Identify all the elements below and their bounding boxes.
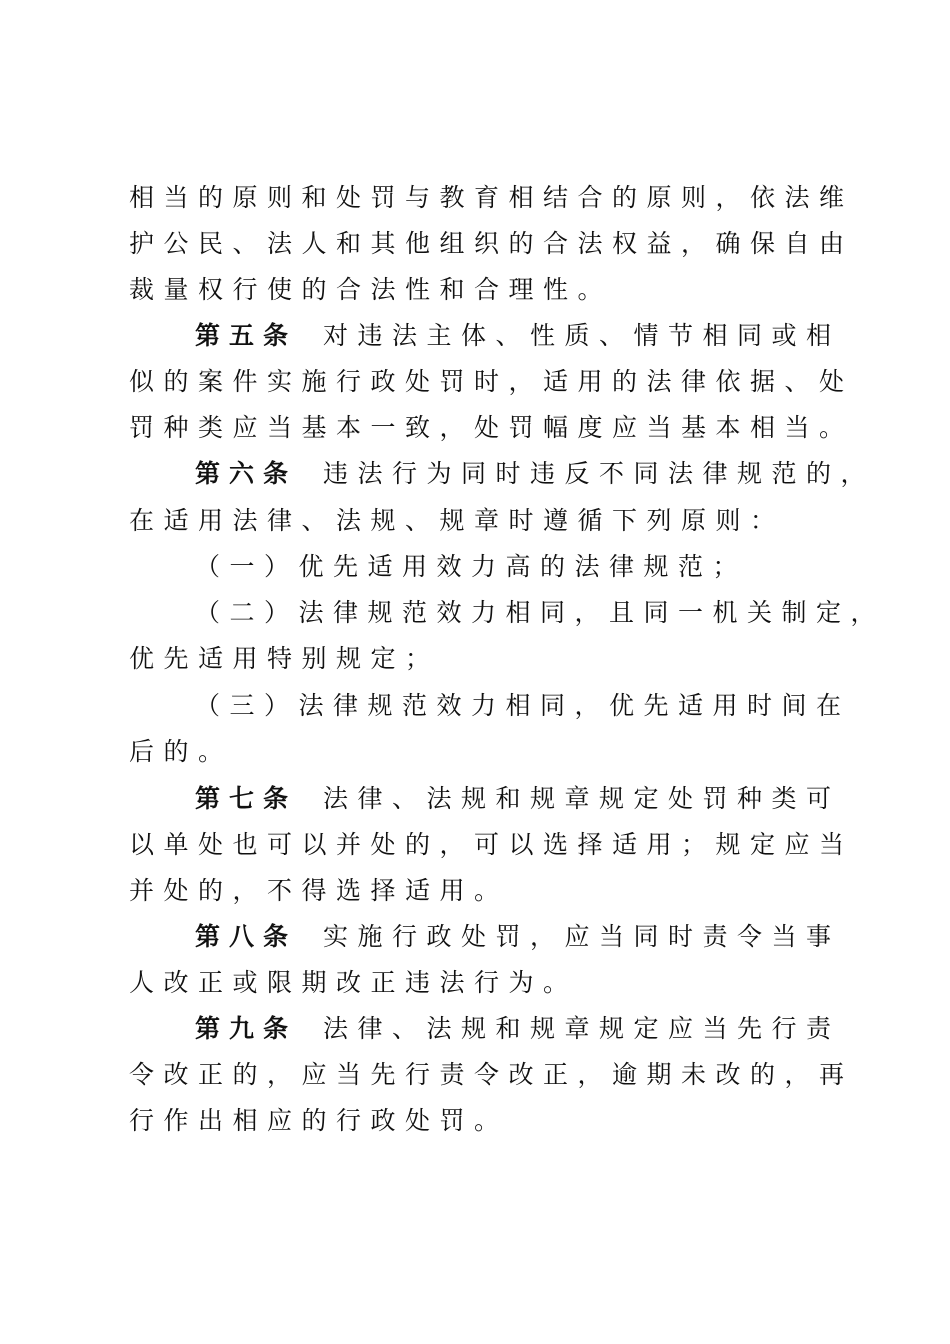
article-7-heading: 第七条 (195, 784, 298, 813)
article-8-heading: 第八条 (195, 922, 298, 951)
intro-line-2: 护公民、法人和其他组织的合法权益，确保自由 (129, 229, 854, 258)
article-6-first-line (195, 457, 875, 491)
intro-line-1: 相当的原则和处罚与教育相结合的原则，依法维 (129, 183, 854, 212)
article-9-line-2: 令改正的，应当先行责令改正，逾期未改的，再 (129, 1060, 854, 1089)
article-5-first-line (195, 319, 841, 353)
article-7-text: 法律、法规和规章规定处罚种类可 (323, 784, 841, 813)
article-6-line-2: 在适用法律、法规、规章时遵循下列原则： (129, 506, 785, 535)
article-5-line-3: 罚种类应当基本一致，处罚幅度应当基本相当。 (129, 413, 854, 442)
article-7-line-2: 以单处也可以并处的，可以选择适用；规定应当 (129, 830, 854, 859)
article-9-first-line (195, 1012, 841, 1046)
article-6-item-1: （一）优先适用效力高的法律规范； (195, 552, 748, 581)
intro-line-3: 裁量权行使的合法性和合理性。 (129, 275, 613, 304)
article-9-heading: 第九条 (195, 1014, 298, 1043)
article-8-line-2: 人改正或限期改正违法行为。 (129, 968, 578, 997)
article-8-text: 实施行政处罚，应当同时责令当事 (323, 922, 841, 951)
article-7-line-3: 并处的，不得选择适用。 (129, 876, 509, 905)
article-7-first-line (195, 782, 841, 816)
article-6-item-3-cont: 后的。 (129, 737, 233, 766)
article-5-line-2: 似的案件实施行政处罚时，适用的法律依据、处 (129, 367, 854, 396)
article-6-item-3: （三）法律规范效力相同，优先适用时间在 (195, 691, 851, 720)
article-9-line-3: 行作出相应的行政处罚。 (129, 1106, 509, 1135)
article-6-item-2-cont: 优先适用特别规定； (129, 644, 440, 673)
article-9-text: 法律、法规和规章规定应当先行责 (323, 1014, 841, 1043)
article-8-first-line (195, 920, 841, 954)
article-6-text: 违法行为同时违反不同法律规范的， (323, 459, 876, 488)
article-6-item-2: （二）法律规范效力相同，且同一机关制定， (195, 598, 886, 627)
article-5-heading: 第五条 (195, 321, 298, 350)
article-5-text: 对违法主体、性质、情节相同或相 (323, 321, 841, 350)
article-6-heading: 第六条 (195, 459, 298, 488)
